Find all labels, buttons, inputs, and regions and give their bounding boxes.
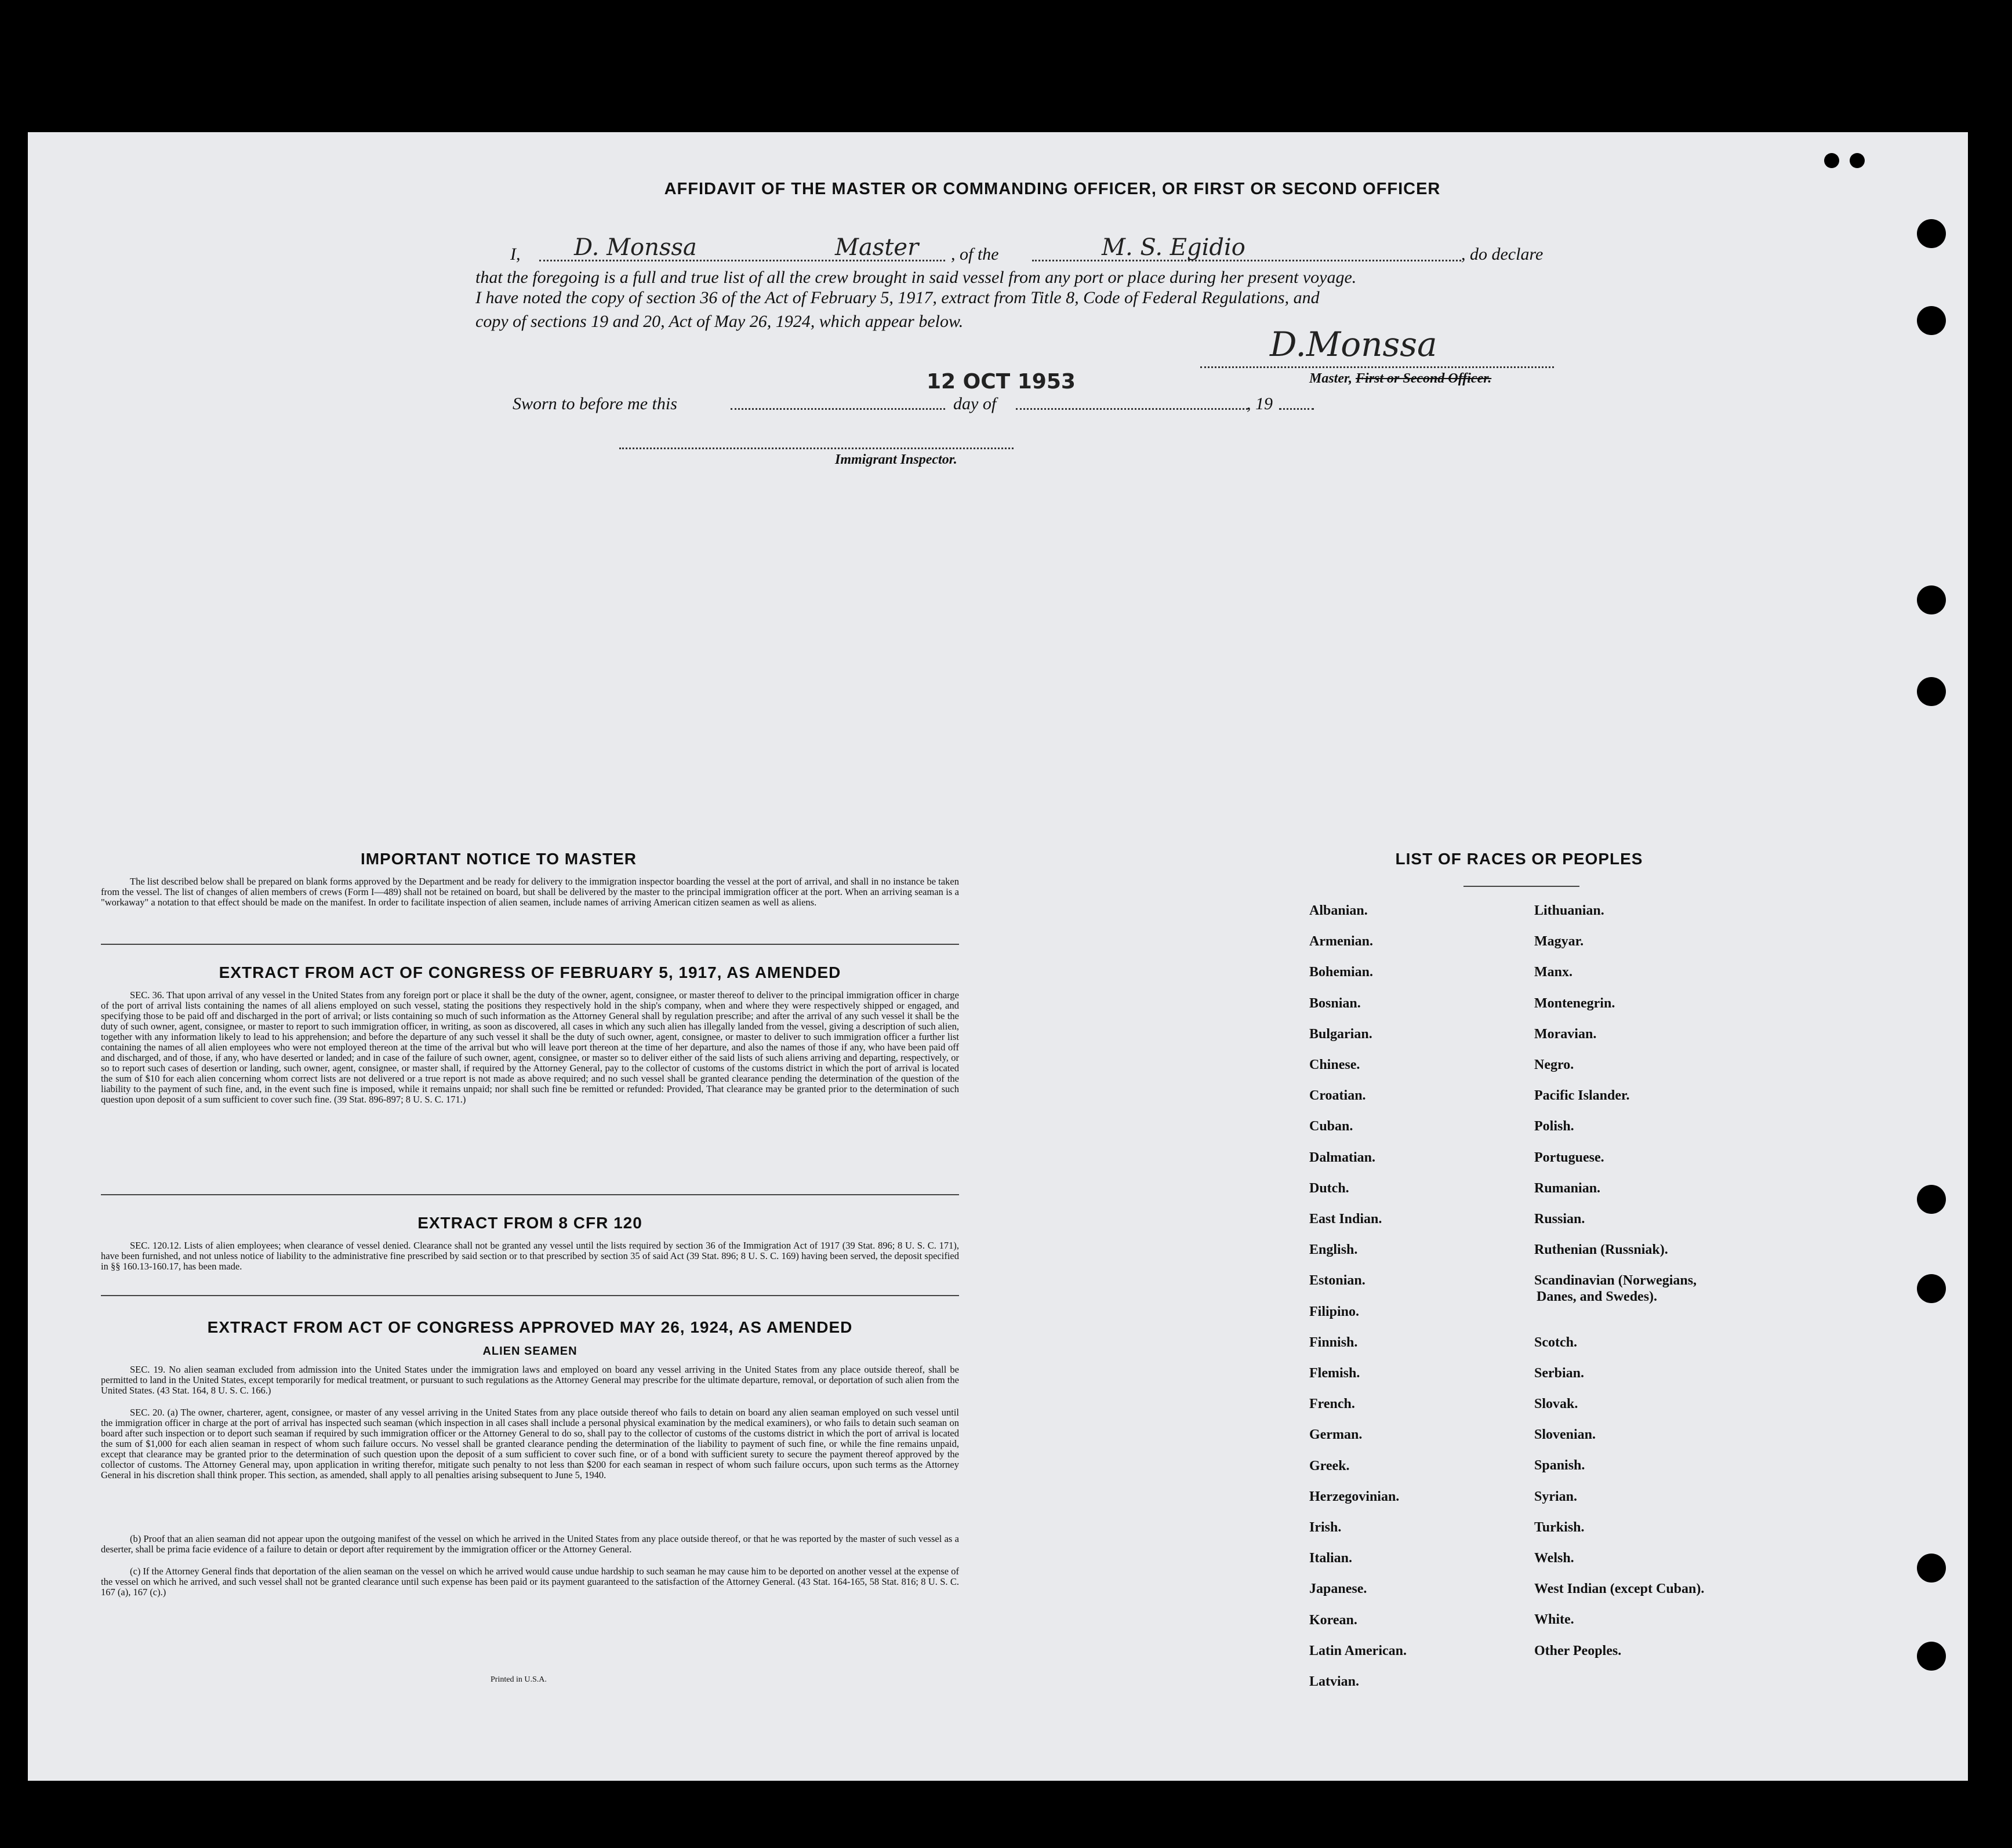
race-item: Latvian. — [1309, 1674, 1360, 1689]
race-item: Welsh. — [1534, 1551, 1574, 1566]
signature-caption — [1309, 371, 1491, 387]
extract-1924-title: EXTRACT FROM ACT OF CONGRESS APPROVED MAY 26, 1924, AS AMENDED — [207, 1318, 853, 1336]
race-item: Moravian. — [1534, 1026, 1597, 1042]
do-declare-label: , do declare — [1461, 245, 1543, 264]
race-item: French. — [1309, 1396, 1355, 1412]
race-item: Bulgarian. — [1309, 1026, 1372, 1042]
binder-hole — [1917, 585, 1946, 614]
race-item: Montenegrin. — [1534, 995, 1615, 1011]
staple-mark — [1850, 153, 1865, 168]
race-item: Rumanian. — [1534, 1180, 1601, 1196]
affidavit-line-4: copy of sections 19 and 20, Act of May 26, 1924, which appear below. — [475, 312, 964, 331]
extract-1917-body: SEC. 36. That upon arrival of any vessel in the United States from any foreign port or place it shall be the duty of the owner, agent, consignee, or master thereof to deliver to the principal immigration officer in charge of the port of arrival lists containing the names of all aliens employed on such vessel, stating the positions they respectively hold in the ship's company, when and where they were respectively shipped or engaged, and specifying those to be paid off and discharged in the port of arrival; or lists containing so much of such information as the Attorney General shall by regulation prescribe; and after the arrival of any such vessel it shall be the duty of such owner, agent, consignee, or master to report to such immigration officer, in writing, as soon as discovered, all cases in which any such alien has illegally landed from the vessel, giving a description of such alien, together with any information likely to lead to his apprehension; and before the departure of any such vessel it shall be the duty of such owner, agent, consignee, or master to deliver to such immigration officer a further list containing the names of all alien employees who were not employed thereon at the time of the arrival but who will leave port thereon at the time of her departure, and also the names of those if any, who have been paid off and discharged, and of those, if any, who have deserted or landed; and in case of the failure of such owner, agent, consignee, or master so to deliver either of the said lists of such aliens arriving and departing, respectively, or so to report such cases of desertion or landing, such owner, agent, consignee, or master shall, if required by the Attorney General, pay to the collector of customs of the customs district in which the port of arrival is located the sum of $10 for each alien concerning whom correct lists are not delivered or a true report is not made as above required; and no such vessel shall be granted clearance pending the determination of the question of the liability to the payment of such fine, and, in the event such fine is imposed, while it remains unpaid; nor shall such fine be remitted or refunded: Provided, That clearance may be granted prior to the determination of such question upon deposit of a sum sufficient to cover such fine. (39 Stat. 896-897; 8 U. S. C. 171.) — [101, 990, 959, 1105]
date-stamp: 12 OCT 1953 — [927, 370, 1076, 394]
race-item: Ruthenian (Russniak). — [1534, 1242, 1668, 1258]
extract-1917-title: EXTRACT FROM ACT OF CONGRESS OF FEBRUARY 5, 1917, AS AMENDED — [219, 963, 841, 981]
alien-seamen-subtitle: ALIEN SEAMEN — [482, 1345, 578, 1358]
race-item: Finnish. — [1309, 1334, 1358, 1350]
caption-master: Master, — [1309, 371, 1356, 386]
race-item: Serbian. — [1534, 1365, 1585, 1381]
binder-hole — [1917, 1274, 1946, 1303]
races-title: LIST OF RACES OR PEOPLES — [1395, 850, 1643, 868]
races-rule — [1463, 886, 1579, 887]
race-item: Spanish. — [1534, 1458, 1585, 1474]
sworn-label: Sworn to before me this — [513, 394, 677, 413]
race-item: Turkish. — [1534, 1519, 1585, 1535]
race-item: East Indian. — [1309, 1212, 1382, 1227]
sworn-day-line — [731, 408, 945, 410]
caption-struck: First or Second Officer. — [1356, 371, 1492, 386]
sec20a-body: SEC. 20. (a) The owner, charterer, agent, consignee, or master of any vessel arriving in the United States from any place outside thereof who fails to detain on board any alien seaman employed on such vessel until the immigration officer in charge at the port of arrival has inspected such seaman (which inspection in all cases shall include a personal physical examination by the medical examiners), or who fails to detain such seaman on board after such inspection or to deport such seaman if required by such immigration officer or the Attorney General to do so, shall pay to the collector of customs of the customs district in which the port of arrival is located the sum of $1,000 for each alien seaman in respect of whom such failure occurs. No vessel shall be granted clearance pending the determination of the liability to payment of such fine, or while the fine remains unpaid, except that clearance may be granted prior to the determination of such question upon the deposit of a sum sufficient to cover such fine, or of a bond with sufficient surety to secure the payment thereof approved by the collector of customs. The Attorney General may, upon application in writing therefor, mitigate such penalty to not less than $200 for each seaman in respect of whom such failure occurs, upon such terms as the Attorney General in his discretion shall think proper. This section, as amended, shall apply to all penalties arising subsequent to June 5, 1940. — [101, 1407, 959, 1480]
race-item: Lithuanian. — [1534, 903, 1604, 918]
race-item: Dutch. — [1309, 1180, 1349, 1196]
race-item: Manx. — [1534, 965, 1572, 980]
staple-mark — [1824, 153, 1839, 168]
binder-hole — [1917, 219, 1946, 248]
of-the-label: , of the — [951, 245, 999, 264]
race-item: Russian. — [1534, 1212, 1585, 1227]
race-item: Syrian. — [1534, 1489, 1578, 1504]
extract-cfr-body: SEC. 120.12. Lists of alien employees; when clearance of vessel denied. Clearance shall not be granted any vessel until the lists required by section 36 of the Immigration Act of 1917 (39 Stat. 896; 8 U. S. C. 171), have been furnished, and not unless notice of liability to the administrative fine prescribed by said section or to that prescribed by section 35 of said Act (39 Stat. 896; 8 U. S. C. 169) having been served, the deposit specified in §§ 160.13-160.17, has been made. — [101, 1240, 959, 1272]
day-of-label: day of — [953, 394, 997, 413]
year-label: , 19 — [1247, 394, 1273, 413]
race-item: Other Peoples. — [1534, 1643, 1622, 1658]
binder-hole — [1917, 1554, 1946, 1583]
notice-title: IMPORTANT NOTICE TO MASTER — [360, 850, 637, 868]
printed-in-usa: Printed in U.S.A. — [491, 1675, 547, 1684]
inspector-label: Immigrant Inspector. — [835, 452, 957, 467]
race-item: Bosnian. — [1309, 995, 1361, 1011]
race-item: Flemish. — [1309, 1366, 1360, 1381]
race-item: Bohemian. — [1309, 965, 1374, 980]
inspector-line — [619, 448, 1014, 449]
race-item: Croatian. — [1309, 1088, 1366, 1104]
sworn-month-line — [1016, 408, 1248, 410]
race-item: Greek. — [1309, 1458, 1350, 1474]
race-item: Estonian. — [1309, 1273, 1365, 1289]
race-item: Irish. — [1309, 1520, 1342, 1535]
divider — [101, 944, 959, 945]
handwritten-vessel: M. S. Egidio — [1102, 234, 1245, 261]
binder-hole — [1917, 1642, 1946, 1671]
race-item: Dalmatian. — [1309, 1149, 1375, 1165]
race-item: Polish. — [1534, 1119, 1574, 1134]
master-signature: D.Monssa — [1270, 325, 1437, 364]
race-item: Armenian. — [1309, 934, 1373, 950]
sec20c-body: (c) If the Attorney General finds that deportation of the alien seaman on the vessel on which he arrived would cause undue hardship to such seaman he may cause him to be deported on another vessel at the expense of the vessel on which he arrived, and such vessel shall not be granted clearance until such expense has been paid or its payment guaranteed to the satisfaction of the Attorney General. (43 Stat. 164-165, 58 Stat. 816; 8 U. S. C. 167 (a), 167 (c).) — [101, 1566, 959, 1598]
race-item: German. — [1309, 1427, 1363, 1443]
signature-line — [1200, 366, 1554, 368]
year-line — [1279, 408, 1314, 410]
extract-cfr-title: EXTRACT FROM 8 CFR 120 — [417, 1214, 642, 1232]
affidavit-title: AFFIDAVIT OF THE MASTER OR COMMANDING OFFICER, OR FIRST OR SECOND OFFICER — [664, 180, 1441, 198]
divider — [101, 1194, 959, 1195]
handwritten-name: D. Monssa — [574, 234, 697, 261]
race-item: Danes, and Swedes). — [1537, 1289, 1658, 1305]
race-item: Cuban. — [1309, 1119, 1353, 1134]
binder-hole — [1917, 1185, 1946, 1214]
race-item: Scotch. — [1534, 1334, 1577, 1350]
handwritten-rank: Master — [835, 234, 919, 261]
race-item: English. — [1309, 1242, 1358, 1258]
sec19-body: SEC. 19. No alien seaman excluded from admission into the United States under the immigration laws and employed on board any vessel arriving in the United States from any place outside thereof, shall be permitted to land in the United States, except temporarily for medical treatment, or pursuant to such regulations as the Attorney General may prescribe for the ultimate departure, removal, or deportation of such alien from the United States. (43 Stat. 164, 8 U. S. C. 166.) — [101, 1364, 959, 1396]
race-item: Latin American. — [1309, 1643, 1407, 1658]
race-item: Pacific Islander. — [1534, 1088, 1630, 1104]
race-item: Slovak. — [1534, 1396, 1578, 1412]
race-item: Portuguese. — [1534, 1149, 1604, 1165]
affidavit-line-3: I have noted the copy of section 36 of the Act of February 5, 1917, extract from Title 8, Code of Federal Regulations, and — [475, 288, 1320, 307]
race-item: White. — [1534, 1612, 1574, 1628]
race-item: Korean. — [1309, 1612, 1357, 1628]
affidavit-line-2: that the foregoing is a full and true list of all the crew brought in said vessel from any port or place during her present voyage. — [475, 268, 1357, 287]
binder-hole — [1917, 677, 1946, 706]
race-item: West Indian (except Cuban). — [1534, 1581, 1705, 1597]
notice-body: The list described below shall be prepared on blank forms approved by the Department and be ready for delivery to the immigration inspector boarding the vessel at the port of arrival, and shall in no instance be taken from the vessel. The list of changes of alien members of crews (Form I—489) shall not be retained on board, but shall be delivered by the master to the principal immigration officer at the port. When an arriving seaman is a "workaway" a notation to that effect should be made on the manifest. In order to facilitate inspection of alien seamen, include names of arriving American citizen seamen as well as aliens. — [101, 876, 959, 908]
race-item: Albanian. — [1309, 903, 1368, 918]
race-item: Italian. — [1309, 1551, 1353, 1566]
sec20b-body: (b) Proof that an alien seaman did not appear upon the outgoing manifest of the vessel on which he arrived in the United States from any place outside thereof, or that he was reported by the master of such vessel as a deserter, shall be prima facie evidence of a failure to detain or deport after requirement by the immigration officer or the Attorney General. — [101, 1533, 959, 1555]
vessel-line — [1032, 260, 1461, 261]
race-item: Japanese. — [1309, 1581, 1367, 1597]
race-item: Slovenian. — [1534, 1427, 1596, 1443]
race-item: Magyar. — [1534, 934, 1584, 950]
divider — [101, 1295, 959, 1296]
i-label: I, — [510, 245, 521, 264]
race-item: Negro. — [1534, 1057, 1574, 1072]
race-item: Chinese. — [1309, 1057, 1360, 1072]
race-item: Filipino. — [1309, 1304, 1360, 1319]
binder-hole — [1917, 306, 1946, 335]
race-item: Scandinavian (Norwegians, — [1534, 1273, 1697, 1289]
race-item: Herzegovinian. — [1309, 1489, 1400, 1504]
